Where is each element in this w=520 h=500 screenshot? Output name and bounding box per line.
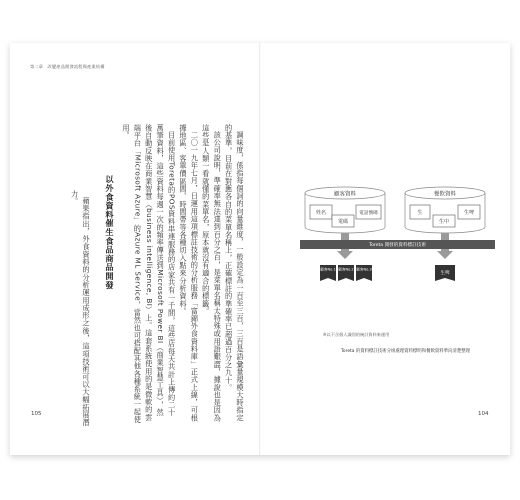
page-number-right: 104 — [478, 411, 489, 417]
left-item-label: 電話號碼 — [359, 211, 378, 216]
right-item-label: 生啤 — [463, 210, 475, 216]
right-item-label: 生中 — [438, 219, 450, 225]
book-gutter — [259, 43, 261, 455]
customer-output-tags — [320, 265, 372, 281]
body-text-block — [118, 124, 246, 424]
body-paragraph: 二〇一九年七月，日運用這項標註技術的分析服務「富錦外食資料庫」正式上線，可根據地區、客單價區間、時間帶等各種切入點來分析資料。 — [178, 124, 200, 422]
body-paragraph: 調味度，係指每個詞的向量維度，一般設定為一百至三百，三百是語彙量規模大時指定的基準，目前在對應各自的菜單名稱上，正確標註的準確率已超過百分之九十。 — [224, 124, 245, 422]
right-item-label: 生 — [417, 210, 423, 216]
food-output-label: 生啤 — [440, 271, 450, 276]
body-paragraph: 目前使用Toreta的POS資料串連服務的店家共有一千間，這些店每天共計上傳約二十萬筆資料，這些資料每週一次的頻率傳送到Microsoft Power BI（商業智慧工具），然後自動反映在商業智慧（business intelligence, BI）上。這套系統使用的是微軟的雲端平台「Microsoft Azure」的Azure ML Service，當然也可搭配其他各種系統一起使用。 — [121, 124, 177, 424]
section-heading: 以外食資料催生食品商品開發 — [105, 175, 115, 290]
body-paragraph: 該公司說明，準確率無法達到百分之百，是菜單名稱太特殊或用語艱澀，據說也是因為這些是人類一看就懂的菜單名，原本就沒有適合的標籤。 — [201, 124, 223, 422]
banner-label: Toreta 開發的資料標註技術 — [369, 243, 426, 249]
book-spread — [10, 43, 510, 455]
section-text-block — [62, 190, 92, 430]
diagram-footnote: ※以不含個人識別的統計資料來運用 — [323, 332, 390, 337]
data-tagging-diagram — [300, 183, 495, 323]
section-paragraph: 蘋果指出，外食資料的分析運用成形之後，這項技術可以大幅拓展潛力。 — [70, 190, 91, 427]
output-tag-label: 顧客No.1 — [320, 267, 336, 272]
chapter-header: 第二章 改變產品開發流程與產業結構 — [30, 64, 105, 69]
diagram-caption: Toreta 的資料標註技術分組處理資料標明和餐飲資料準向清楚整理 — [341, 349, 470, 354]
left-item-label: 電碼 — [337, 219, 349, 225]
right-group-title: 餐飲資料 — [433, 191, 457, 198]
left-group-title: 顧客資料 — [333, 191, 357, 198]
left-item-label: 姓名 — [315, 210, 327, 216]
page-number-left: 105 — [31, 411, 42, 417]
output-tag-label: 顧客No.3 — [356, 267, 372, 272]
output-tag-label: 顧客No.2 — [338, 267, 354, 272]
